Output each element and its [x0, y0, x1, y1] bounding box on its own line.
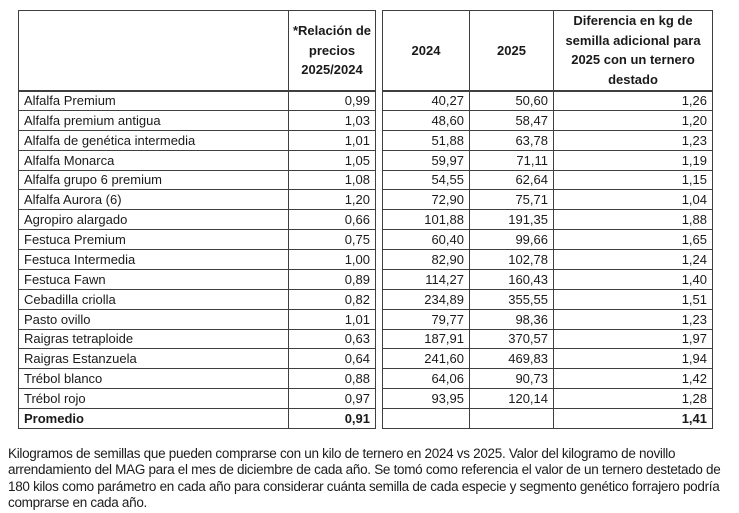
table-row-left	[19, 329, 376, 349]
kg-2025-cell: 90,73	[470, 369, 554, 389]
difference-kg-cell: 1,23	[554, 309, 713, 329]
prices-ratio-table	[18, 10, 376, 429]
price-ratio-cell: 1,01	[289, 130, 376, 150]
species-name-cell: Cebadilla criolla	[19, 289, 289, 309]
difference-kg-cell: 1,94	[554, 349, 713, 369]
table-row-left	[19, 91, 376, 111]
table-row-left	[19, 190, 376, 210]
table-row-right	[383, 170, 713, 190]
difference-kg-cell: 1,40	[554, 269, 713, 289]
right-table-body	[383, 91, 713, 429]
table-row-right	[383, 190, 713, 210]
price-ratio-cell: 1,05	[289, 150, 376, 170]
kg-2024-cell: 82,90	[383, 250, 470, 270]
difference-kg-cell: 1,41	[554, 409, 713, 429]
table-row-right	[383, 289, 713, 309]
species-name-cell: Festuca Premium	[19, 230, 289, 250]
difference-kg-cell: 1,51	[554, 289, 713, 309]
difference-kg-cell: 1,23	[554, 130, 713, 150]
table-row-right	[383, 269, 713, 289]
corner-header-cell	[19, 11, 289, 91]
price-ratio-cell: 0,63	[289, 329, 376, 349]
difference-kg-cell: 1,15	[554, 170, 713, 190]
figure-caption: Kilogramos de semillas que pueden comprarse con un kilo de ternero en 2024 vs 2025. Valor del kilogramo de novillo arrendamiento del MAG para el mes de diciembre de cada año. Se tomó como referencia el valor de un ternero destetado de 180 kilos como parámetro en cada año para considerar cuánta semilla de cada especie y segmento genético forrajero podría comprarse en cada año.	[8, 446, 721, 511]
kg-2025-cell: 160,43	[470, 269, 554, 289]
kg-2024-cell: 60,40	[383, 230, 470, 250]
species-name-cell: Alfalfa premium antigua	[19, 110, 289, 130]
kg-2025-cell: 370,57	[470, 329, 554, 349]
kg-2025-cell	[470, 409, 554, 429]
kg-2024-cell: 54,55	[383, 170, 470, 190]
difference-kg-cell: 1,42	[554, 369, 713, 389]
table-row-right	[383, 349, 713, 369]
table-row-right	[383, 389, 713, 409]
species-name-cell: Alfalfa grupo 6 premium	[19, 170, 289, 190]
total-row-left	[19, 409, 376, 429]
year-2024-header-cell: 2024	[383, 11, 470, 91]
table-row-left	[19, 110, 376, 130]
price-ratio-cell: 1,00	[289, 250, 376, 270]
kg-2024-cell: 40,27	[383, 91, 470, 111]
difference-kg-cell: 1,19	[554, 150, 713, 170]
difference-kg-cell: 1,20	[554, 110, 713, 130]
kg-2024-cell: 241,60	[383, 349, 470, 369]
difference-kg-cell: 1,24	[554, 250, 713, 270]
species-name-cell: Festuca Fawn	[19, 269, 289, 289]
table-row-left	[19, 289, 376, 309]
species-name-cell: Pasto ovillo	[19, 309, 289, 329]
table-row-left	[19, 269, 376, 289]
kg-2025-cell: 120,14	[470, 389, 554, 409]
species-name-cell: Promedio	[19, 409, 289, 429]
difference-kg-cell: 1,97	[554, 329, 713, 349]
table-row-right	[383, 91, 713, 111]
price-ratio-cell: 0,91	[289, 409, 376, 429]
table-row-left	[19, 389, 376, 409]
table-row-right	[383, 250, 713, 270]
kg-2024-cell: 234,89	[383, 289, 470, 309]
table-row-left	[19, 170, 376, 190]
kg-2025-cell: 102,78	[470, 250, 554, 270]
table-row-left	[19, 369, 376, 389]
kg-2025-cell: 99,66	[470, 230, 554, 250]
price-ratio-header-cell: *Relación de precios 2025/2024	[289, 11, 376, 91]
price-ratio-cell: 0,88	[289, 369, 376, 389]
total-row-right	[383, 409, 713, 429]
price-ratio-cell: 0,99	[289, 91, 376, 111]
kg-2025-cell: 63,78	[470, 130, 554, 150]
kg-values-table	[382, 10, 713, 429]
price-ratio-cell: 0,75	[289, 230, 376, 250]
species-name-cell: Agropiro alargado	[19, 210, 289, 230]
price-ratio-cell: 1,01	[289, 309, 376, 329]
table-row-right	[383, 210, 713, 230]
price-ratio-cell: 0,66	[289, 210, 376, 230]
table-row-right	[383, 110, 713, 130]
species-name-cell: Alfalfa Aurora (6)	[19, 190, 289, 210]
table-row-right	[383, 150, 713, 170]
species-name-cell: Alfalfa Premium	[19, 91, 289, 111]
year-2025-header-cell: 2025	[470, 11, 554, 91]
left-table-header	[19, 11, 376, 91]
kg-2025-cell: 62,64	[470, 170, 554, 190]
table-row-right	[383, 130, 713, 150]
difference-kg-cell: 1,88	[554, 210, 713, 230]
left-table-body	[19, 91, 376, 429]
species-name-cell: Trébol rojo	[19, 389, 289, 409]
difference-header-cell: Diferencia en kg de semilla adicional para 2025 con un ternero destado	[554, 11, 713, 91]
species-name-cell: Festuca Intermedia	[19, 250, 289, 270]
kg-2024-cell: 101,88	[383, 210, 470, 230]
price-ratio-cell: 0,89	[289, 269, 376, 289]
kg-2024-cell: 59,97	[383, 150, 470, 170]
difference-kg-cell: 1,26	[554, 91, 713, 111]
kg-2024-cell: 51,88	[383, 130, 470, 150]
species-name-cell: Alfalfa Monarca	[19, 150, 289, 170]
species-name-cell: Raigras Estanzuela	[19, 349, 289, 369]
price-ratio-cell: 0,64	[289, 349, 376, 369]
difference-kg-cell: 1,28	[554, 389, 713, 409]
kg-2024-cell: 48,60	[383, 110, 470, 130]
species-name-cell: Raigras tetraploide	[19, 329, 289, 349]
species-name-cell: Alfalfa de genética intermedia	[19, 130, 289, 150]
table-row-left	[19, 230, 376, 250]
table-row-right	[383, 309, 713, 329]
kg-2024-cell: 72,90	[383, 190, 470, 210]
right-table-header	[383, 11, 713, 91]
difference-kg-cell: 1,65	[554, 230, 713, 250]
difference-kg-cell: 1,04	[554, 190, 713, 210]
kg-2024-cell: 93,95	[383, 389, 470, 409]
table-row-left	[19, 309, 376, 329]
table-row-left	[19, 250, 376, 270]
table-row-left	[19, 130, 376, 150]
kg-2025-cell: 71,11	[470, 150, 554, 170]
kg-2024-cell: 79,77	[383, 309, 470, 329]
kg-2024-cell: 187,91	[383, 329, 470, 349]
table-row-left	[19, 210, 376, 230]
table-row-left	[19, 150, 376, 170]
kg-2024-cell: 64,06	[383, 369, 470, 389]
table-row-right	[383, 329, 713, 349]
table-row-left	[19, 349, 376, 369]
price-ratio-cell: 1,20	[289, 190, 376, 210]
price-ratio-cell: 1,08	[289, 170, 376, 190]
species-name-cell: Trébol blanco	[19, 369, 289, 389]
kg-2025-cell: 98,36	[470, 309, 554, 329]
price-ratio-cell: 0,82	[289, 289, 376, 309]
price-ratio-cell: 1,03	[289, 110, 376, 130]
kg-2025-cell: 469,83	[470, 349, 554, 369]
kg-2025-cell: 50,60	[470, 91, 554, 111]
kg-2025-cell: 75,71	[470, 190, 554, 210]
price-ratio-cell: 0,97	[289, 389, 376, 409]
kg-2025-cell: 191,35	[470, 210, 554, 230]
table-row-right	[383, 369, 713, 389]
kg-2024-cell: 114,27	[383, 269, 470, 289]
kg-2024-cell	[383, 409, 470, 429]
kg-2025-cell: 58,47	[470, 110, 554, 130]
table-row-right	[383, 230, 713, 250]
kg-2025-cell: 355,55	[470, 289, 554, 309]
